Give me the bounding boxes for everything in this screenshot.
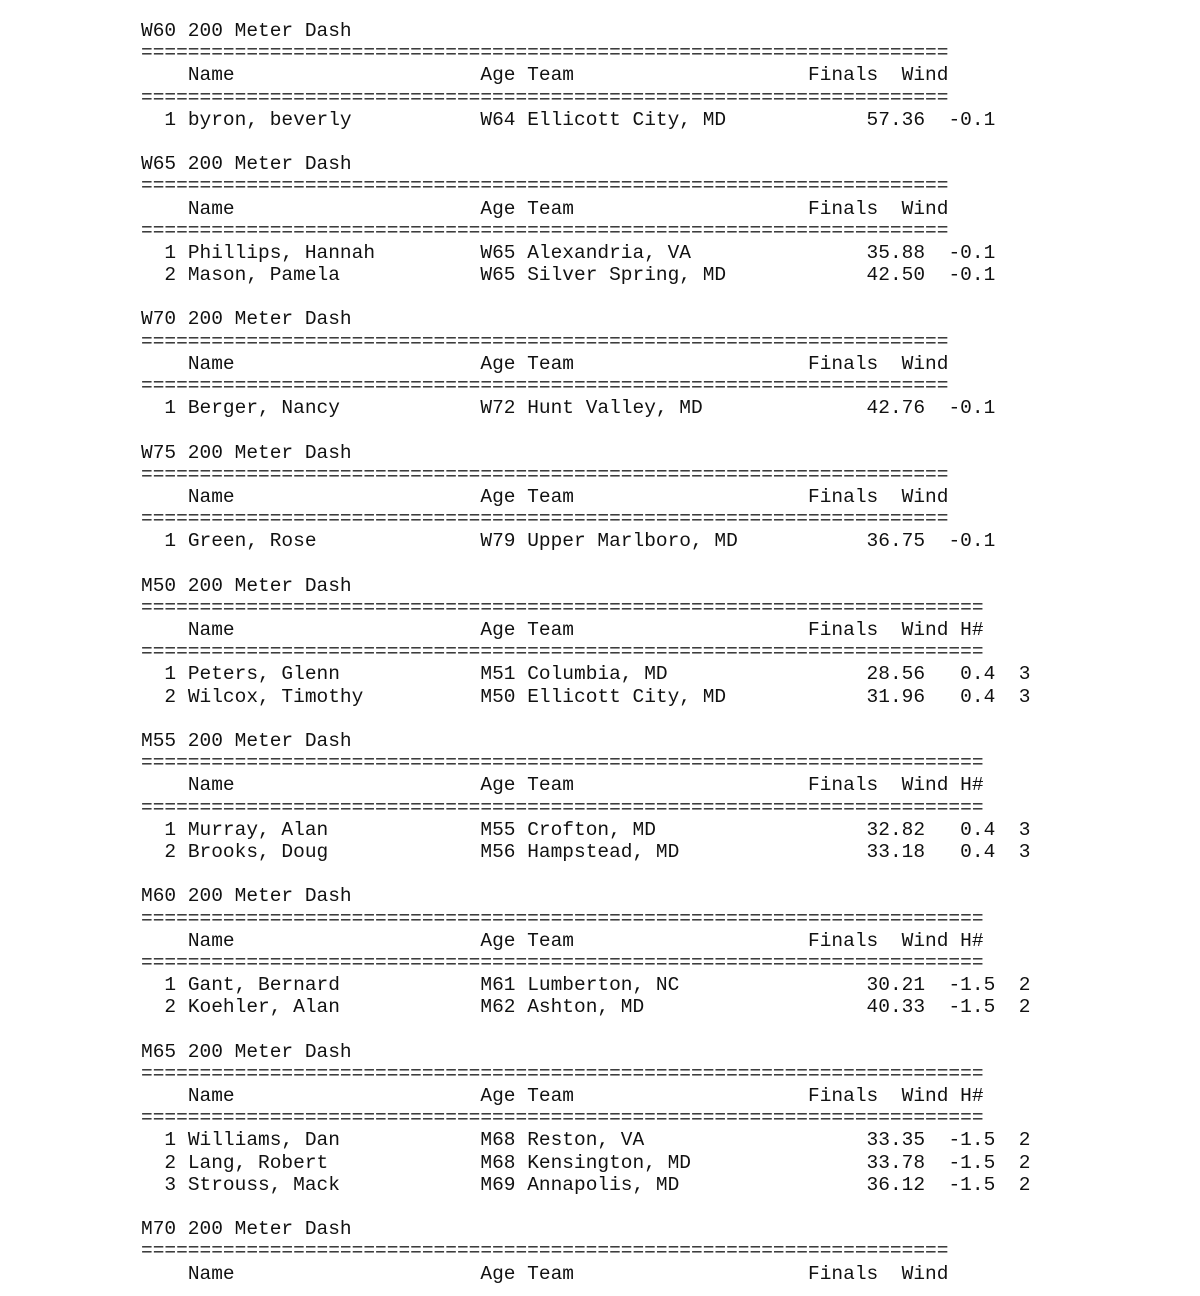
result-name: Phillips, Hannah [187, 241, 481, 264]
result-age: W64 [480, 108, 528, 131]
header-wind: Wind [901, 1085, 949, 1107]
header-wind: Wind [901, 197, 949, 220]
result-name: Strouss, Mack [187, 1173, 481, 1196]
blank-line [141, 708, 1030, 730]
result-row [141, 264, 1030, 286]
result-row [141, 686, 1030, 708]
result-place: 3 [141, 1173, 188, 1196]
result-place: 1 [141, 818, 188, 841]
result-wind: 0.4 [925, 818, 996, 841]
header-wind: Wind [901, 929, 949, 952]
result-name: Wilcox, Timothy [187, 685, 481, 708]
result-row [141, 109, 1030, 131]
header-name: Name [187, 929, 481, 952]
header-row [141, 486, 1030, 508]
event-title: W70 200 Meter Dash [141, 308, 352, 331]
result-age: W72 [480, 397, 528, 420]
result-finals: 35.88 [808, 241, 926, 264]
spacer [141, 198, 188, 220]
result-team: Crofton, MD [527, 818, 809, 841]
spacer [878, 198, 901, 220]
rule-line: ===================================================================== [141, 86, 949, 109]
result-team: Annapolis, MD [527, 1173, 809, 1196]
event-title: W60 200 Meter Dash [141, 20, 352, 42]
spacer [948, 774, 960, 796]
result-finals: 32.82 [808, 818, 926, 841]
blank-line [141, 1018, 1030, 1040]
header-finals: Finals [808, 1262, 879, 1285]
result-place: 1 [141, 108, 188, 131]
blank-line [141, 863, 1030, 885]
rule-line: ===================================================================== [141, 508, 949, 531]
result-place: 1 [141, 397, 188, 420]
spacer [948, 619, 960, 641]
event-title: M65 200 Meter Dash [141, 1040, 352, 1063]
header-finals: Finals [808, 929, 879, 952]
result-place: 2 [141, 685, 188, 708]
result-finals: 42.76 [808, 397, 926, 420]
rule-line: ===================================================================== [141, 330, 949, 353]
result-team: Columbia, MD [527, 663, 809, 686]
result-wind: -0.1 [925, 530, 996, 553]
result-place: 1 [141, 241, 188, 264]
spacer [141, 1085, 188, 1107]
result-row [141, 663, 1030, 685]
result-place: 2 [141, 264, 188, 287]
result-age: M68 [480, 1129, 528, 1152]
result-finals: 40.33 [808, 996, 926, 1019]
header-wind: Wind [901, 619, 949, 642]
result-place: 1 [141, 974, 188, 997]
rule-line: ======================================================================== [141, 796, 984, 819]
result-wind: 0.4 [925, 840, 996, 863]
header-name: Name [187, 197, 481, 220]
blank-line [141, 1196, 1030, 1218]
result-age: W65 [480, 241, 528, 264]
rule-line: ===================================================================== [141, 375, 949, 397]
result-age: M61 [480, 974, 528, 997]
header-finals: Finals [808, 1085, 879, 1107]
header-age-team: Age Team [480, 1085, 809, 1107]
rule-line: ======================================================================== [141, 951, 984, 974]
spacer [141, 774, 188, 796]
result-name: Murray, Alan [187, 818, 481, 841]
result-name: Mason, Pamela [187, 264, 481, 287]
event-title: M60 200 Meter Dash [141, 885, 352, 908]
header-row [141, 1263, 1030, 1285]
header-age-team: Age Team [480, 929, 809, 952]
result-row [141, 974, 1030, 996]
result-finals: 31.96 [808, 685, 926, 708]
result-team: Ellicott City, MD [527, 108, 809, 131]
header-heat: H# [960, 774, 984, 797]
result-heat: 3 [995, 840, 1031, 863]
spacer [948, 930, 960, 952]
result-name: Peters, Glenn [187, 663, 481, 686]
header-name: Name [187, 1262, 481, 1285]
rule-line: ======================================================================== [141, 907, 984, 930]
result-finals: 33.78 [808, 1151, 926, 1174]
result-name: byron, beverly [187, 108, 481, 131]
result-wind: 0.4 [925, 663, 996, 686]
header-row [141, 930, 1030, 952]
result-name: Brooks, Doug [187, 840, 481, 863]
result-team: Kensington, MD [527, 1151, 809, 1174]
result-wind: -0.1 [925, 241, 996, 264]
result-place: 2 [141, 840, 188, 863]
event-title: W65 200 Meter Dash [141, 153, 352, 176]
rule-line: ===================================================================== [141, 219, 949, 242]
header-age-team: Age Team [480, 197, 809, 220]
result-name: Berger, Nancy [187, 397, 481, 420]
header-name: Name [187, 774, 481, 797]
header-wind: Wind [901, 774, 949, 797]
header-name: Name [187, 64, 481, 87]
result-place: 2 [141, 996, 188, 1019]
result-heat: 3 [995, 818, 1031, 841]
spacer [141, 930, 188, 952]
result-team: Ashton, MD [527, 996, 809, 1019]
result-heat: 3 [995, 685, 1031, 708]
blank-line [141, 553, 1030, 575]
spacer [878, 64, 901, 86]
result-wind: -1.5 [925, 1151, 996, 1174]
header-age-team: Age Team [480, 1262, 809, 1285]
spacer [878, 353, 901, 375]
result-wind: -0.1 [925, 397, 996, 420]
header-wind: Wind [901, 1262, 949, 1285]
result-age: W65 [480, 264, 528, 287]
result-place: 1 [141, 1129, 188, 1152]
result-finals: 28.56 [808, 663, 926, 686]
result-heat: 2 [995, 996, 1031, 1019]
header-finals: Finals [808, 197, 879, 220]
result-age: M51 [480, 663, 528, 686]
rule-line: ======================================================================== [141, 596, 984, 619]
rule-line: ===================================================================== [141, 42, 949, 65]
spacer [141, 1263, 188, 1285]
result-age: M56 [480, 840, 528, 863]
header-heat: H# [960, 1085, 984, 1107]
header-age-team: Age Team [480, 774, 809, 797]
result-wind: -0.1 [925, 264, 996, 287]
result-place: 1 [141, 530, 188, 553]
header-finals: Finals [808, 619, 879, 642]
result-finals: 30.21 [808, 974, 926, 997]
result-finals: 36.75 [808, 530, 926, 553]
result-team: Hunt Valley, MD [527, 397, 809, 420]
header-heat: H# [960, 929, 984, 952]
header-wind: Wind [901, 352, 949, 375]
rule-line: ======================================================================== [141, 1062, 984, 1085]
header-age-team: Age Team [480, 352, 809, 375]
result-finals: 57.36 [808, 108, 926, 131]
header-age-team: Age Team [480, 619, 809, 642]
header-row [141, 64, 1030, 86]
rule-line: ===================================================================== [141, 463, 949, 486]
header-age-team: Age Team [480, 64, 809, 87]
spacer [141, 64, 188, 86]
result-wind: -0.1 [925, 108, 996, 131]
result-age: W79 [480, 530, 528, 553]
result-place: 2 [141, 1151, 188, 1174]
header-name: Name [187, 352, 481, 375]
result-heat: 2 [995, 974, 1031, 997]
event-title: M50 200 Meter Dash [141, 574, 352, 597]
result-team: Alexandria, VA [527, 241, 809, 264]
header-row [141, 774, 1030, 796]
header-age-team: Age Team [480, 485, 809, 508]
result-heat: 2 [995, 1173, 1031, 1196]
rule-line: ======================================================================== [141, 1107, 984, 1130]
result-row [141, 397, 1030, 419]
header-row [141, 1085, 1030, 1107]
result-wind: -1.5 [925, 1129, 996, 1152]
result-team: Hampstead, MD [527, 840, 809, 863]
header-finals: Finals [808, 485, 879, 508]
event-title: M55 200 Meter Dash [141, 730, 352, 752]
result-finals: 36.12 [808, 1173, 926, 1196]
header-row [141, 619, 1030, 641]
event-title: M70 200 Meter Dash [141, 1218, 352, 1241]
result-wind: -1.5 [925, 1173, 996, 1196]
result-name: Koehler, Alan [187, 996, 481, 1019]
spacer [141, 619, 188, 641]
result-age: M68 [480, 1151, 528, 1174]
header-wind: Wind [901, 485, 949, 508]
event-title: W75 200 Meter Dash [141, 441, 352, 464]
result-team: Upper Marlboro, MD [527, 530, 809, 553]
result-age: M50 [480, 685, 528, 708]
result-team: Reston, VA [527, 1129, 809, 1152]
result-wind: 0.4 [925, 685, 996, 708]
result-age: M55 [480, 818, 528, 841]
result-row [141, 242, 1030, 264]
result-row [141, 1152, 1030, 1174]
result-heat: 3 [995, 663, 1031, 686]
header-name: Name [187, 485, 481, 508]
result-age: M62 [480, 996, 528, 1019]
result-team: Ellicott City, MD [527, 685, 809, 708]
result-finals: 33.18 [808, 840, 926, 863]
result-row [141, 1129, 1030, 1151]
result-wind: -1.5 [925, 974, 996, 997]
result-wind: -1.5 [925, 996, 996, 1019]
result-name: Lang, Robert [187, 1151, 481, 1174]
spacer [878, 1263, 901, 1285]
rule-line: ===================================================================== [141, 175, 949, 198]
result-age: M69 [480, 1173, 528, 1196]
result-team: Silver Spring, MD [527, 264, 809, 287]
result-row [141, 996, 1030, 1018]
result-row [141, 1174, 1030, 1196]
result-finals: 33.35 [808, 1129, 926, 1152]
spacer [878, 774, 901, 796]
spacer [878, 930, 901, 952]
header-finals: Finals [808, 774, 879, 797]
header-row [141, 198, 1030, 220]
blank-line [141, 131, 1030, 153]
spacer [878, 619, 901, 641]
result-row [141, 819, 1030, 841]
results-document [141, 20, 1030, 1285]
blank-line [141, 419, 1030, 441]
result-team: Lumberton, NC [527, 974, 809, 997]
header-wind: Wind [901, 64, 949, 87]
spacer [948, 1085, 960, 1107]
header-name: Name [187, 619, 481, 642]
result-name: Green, Rose [187, 530, 481, 553]
header-finals: Finals [808, 64, 879, 87]
result-name: Williams, Dan [187, 1129, 481, 1152]
header-row [141, 353, 1030, 375]
spacer [141, 353, 188, 375]
spacer [878, 486, 901, 508]
result-row [141, 841, 1030, 863]
result-row [141, 530, 1030, 552]
rule-line: ======================================================================== [141, 752, 984, 775]
result-place: 1 [141, 663, 188, 686]
result-heat: 2 [995, 1129, 1031, 1152]
header-name: Name [187, 1085, 481, 1107]
header-finals: Finals [808, 352, 879, 375]
result-finals: 42.50 [808, 264, 926, 287]
spacer [141, 486, 188, 508]
header-heat: H# [960, 619, 984, 642]
rule-line: ======================================================================== [141, 641, 984, 664]
spacer [878, 1085, 901, 1107]
result-name: Gant, Bernard [187, 974, 481, 997]
result-heat: 2 [995, 1151, 1031, 1174]
rule-line: ===================================================================== [141, 1240, 949, 1263]
blank-line [141, 286, 1030, 308]
